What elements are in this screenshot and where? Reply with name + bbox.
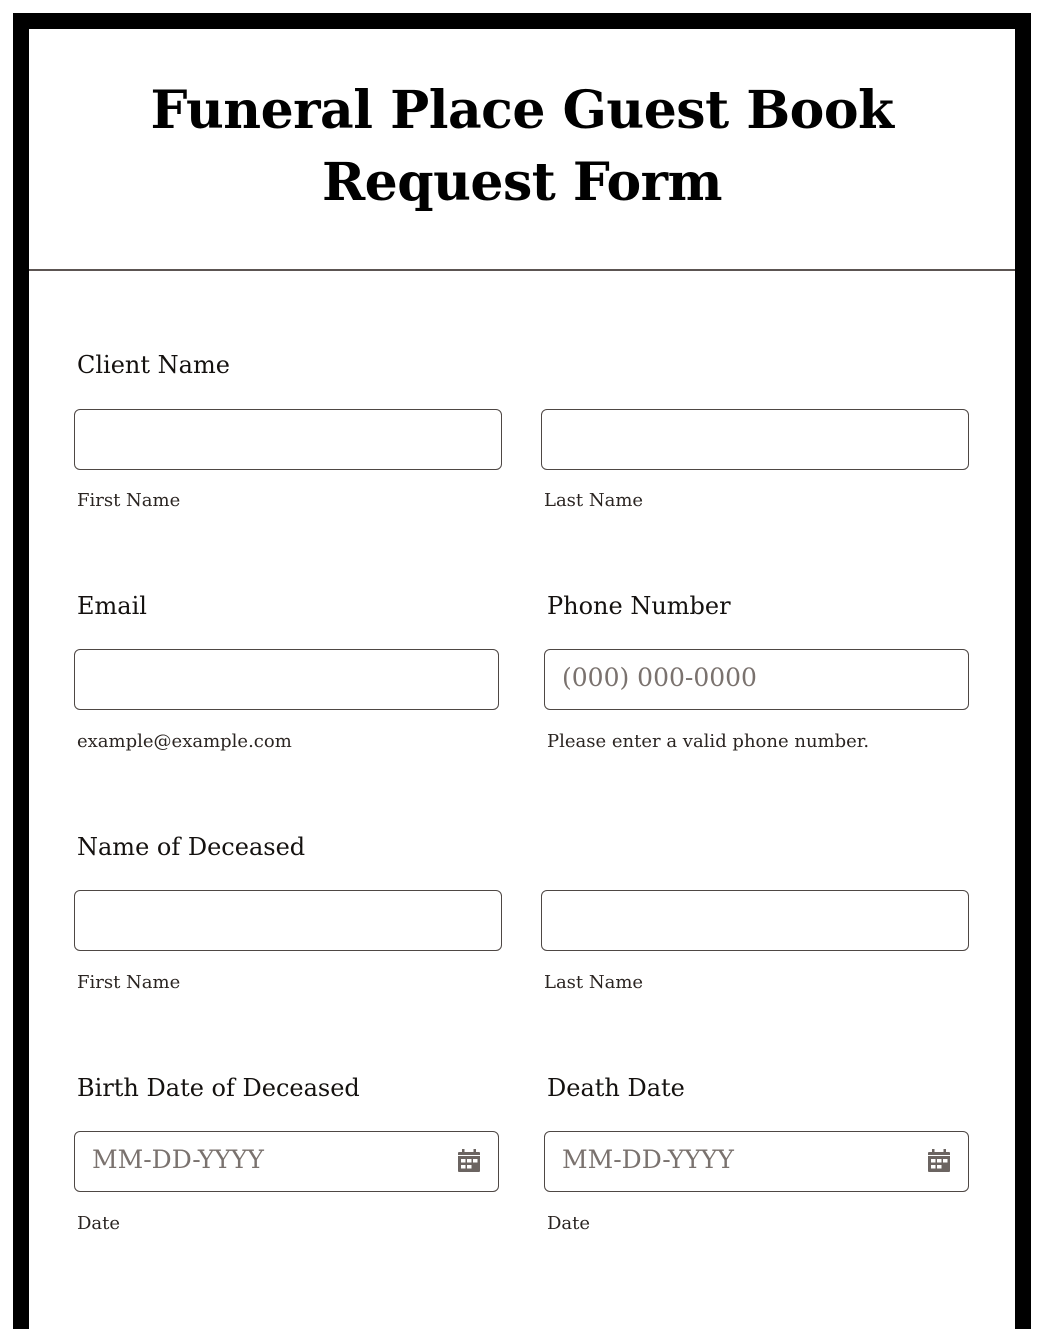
form-title: Funeral Place Guest Book Request Form [150,80,894,213]
email-sublabel: example@example.com [77,731,292,752]
phone-label: Phone Number [547,592,731,620]
deceased-last-name-input[interactable] [541,890,969,951]
client-first-name-input[interactable] [74,409,502,470]
calendar-icon[interactable] [457,1149,481,1173]
deceased-first-name-input[interactable] [74,890,502,951]
phone-sublabel: Please enter a valid phone number. [547,731,870,752]
birth-date-label: Birth Date of Deceased [77,1074,360,1102]
client-last-name-input[interactable] [541,409,969,470]
client-name-label: Client Name [77,351,230,379]
client-first-name-sublabel: First Name [77,490,181,511]
birth-date-sublabel: Date [77,1213,121,1234]
birth-date-placeholder: MM-DD-YYYY [92,1145,264,1174]
birth-date-input[interactable] [74,1131,499,1192]
phone-input[interactable] [544,649,969,710]
deceased-name-label: Name of Deceased [77,833,306,861]
deceased-last-name-sublabel: Last Name [544,972,644,993]
calendar-icon[interactable] [927,1149,951,1173]
form-container [13,13,1031,1329]
phone-placeholder: (000) 000-0000 [562,663,757,692]
email-input[interactable] [74,649,499,710]
death-date-input[interactable] [544,1131,969,1192]
deceased-first-name-sublabel: First Name [77,972,181,993]
form-header [29,29,1015,271]
client-last-name-sublabel: Last Name [544,490,644,511]
death-date-placeholder: MM-DD-YYYY [562,1145,734,1174]
email-label: Email [77,592,147,620]
death-date-label: Death Date [547,1074,685,1102]
death-date-sublabel: Date [547,1213,591,1234]
